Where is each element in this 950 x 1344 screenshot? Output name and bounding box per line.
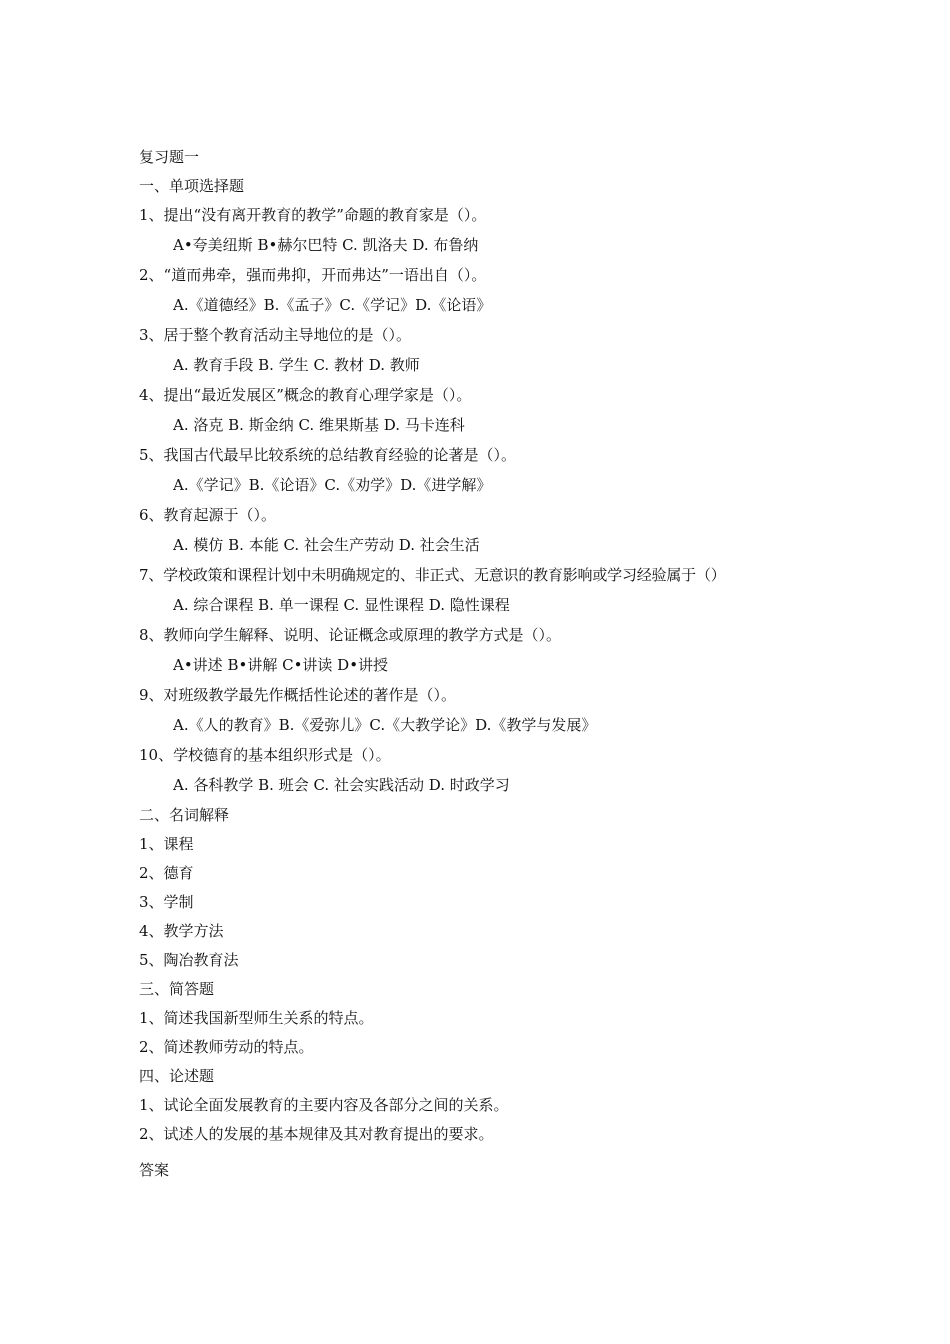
question-4-options: A. 洛克 B. 斯金纳 C. 维果斯基 D. 马卡连科 bbox=[173, 416, 465, 434]
term-item-5: 5、陶冶教育法 bbox=[139, 951, 239, 969]
question-8: 8、教师向学生解释、说明、论证概念或原理的教学方式是（）。 bbox=[139, 626, 562, 644]
term-item-1: 1、课程 bbox=[139, 835, 194, 853]
short-answer-item-2: 2、简述教师劳动的特点。 bbox=[139, 1038, 314, 1056]
question-9-options: A.《人的教育》B.《爱弥儿》C.《大教学论》D.《教学与发展》 bbox=[173, 716, 597, 734]
question-2: 2、“道而弗牵，强而弗抑，开而弗达”一语出自（）。 bbox=[139, 266, 487, 284]
answers-heading: 答案 bbox=[139, 1161, 170, 1179]
question-10-options: A. 各科教学 B. 班会 C. 社会实践活动 D. 时政学习 bbox=[173, 776, 510, 794]
question-1-options: A•夸美纽斯 B•赫尔巴特 C. 凯洛夫 D. 布鲁纳 bbox=[173, 236, 479, 254]
question-8-options: A•讲述 B•讲解 C•讲读 D•讲授 bbox=[173, 656, 389, 674]
term-item-2: 2、德育 bbox=[139, 864, 194, 882]
document-title: 复习题一 bbox=[139, 148, 200, 166]
section-heading-single-choice: 一、单项选择题 bbox=[139, 177, 245, 195]
term-item-3: 3、学制 bbox=[139, 893, 194, 911]
question-3: 3、居于整个教育活动主导地位的是（）。 bbox=[139, 326, 412, 344]
question-1: 1、提出“没有离开教育的教学”命题的教育家是（）。 bbox=[139, 206, 487, 224]
question-7: 7、学校政策和课程计划中未明确规定的、非正式、无意识的教育影响或学习经验属于（） bbox=[139, 566, 726, 584]
short-answer-item-1: 1、简述我国新型师生关系的特点。 bbox=[139, 1009, 374, 1027]
term-item-4: 4、教学方法 bbox=[139, 922, 224, 940]
section-heading-essay: 四、论述题 bbox=[139, 1067, 215, 1085]
essay-item-1: 1、试论全面发展教育的主要内容及各部分之间的关系。 bbox=[139, 1096, 509, 1114]
question-7-options: A. 综合课程 B. 单一课程 C. 显性课程 D. 隐性课程 bbox=[173, 596, 510, 614]
question-2-options: A.《道德经》B.《孟子》C.《学记》D.《论语》 bbox=[173, 296, 492, 314]
question-5: 5、我国古代最早比较系统的总结教育经验的论著是（）。 bbox=[139, 446, 517, 464]
question-6-options: A. 模仿 B. 本能 C. 社会生产劳动 D. 社会生活 bbox=[173, 536, 480, 554]
question-9: 9、对班级教学最先作概括性论述的著作是（）。 bbox=[139, 686, 457, 704]
question-6: 6、教育起源于（）。 bbox=[139, 506, 277, 524]
question-3-options: A. 教育手段 B. 学生 C. 教材 D. 教师 bbox=[173, 356, 420, 374]
section-heading-term-definition: 二、名词解释 bbox=[139, 806, 230, 824]
question-5-options: A.《学记》B.《论语》C.《劝学》D.《进学解》 bbox=[173, 476, 492, 494]
essay-item-2: 2、试述人的发展的基本规律及其对教育提出的要求。 bbox=[139, 1125, 494, 1143]
question-4: 4、提出“最近发展区”概念的教育心理学家是（）。 bbox=[139, 386, 472, 404]
question-10: 10、学校德育的基本组织形式是（）。 bbox=[139, 746, 391, 764]
section-heading-short-answer: 三、简答题 bbox=[139, 980, 215, 998]
